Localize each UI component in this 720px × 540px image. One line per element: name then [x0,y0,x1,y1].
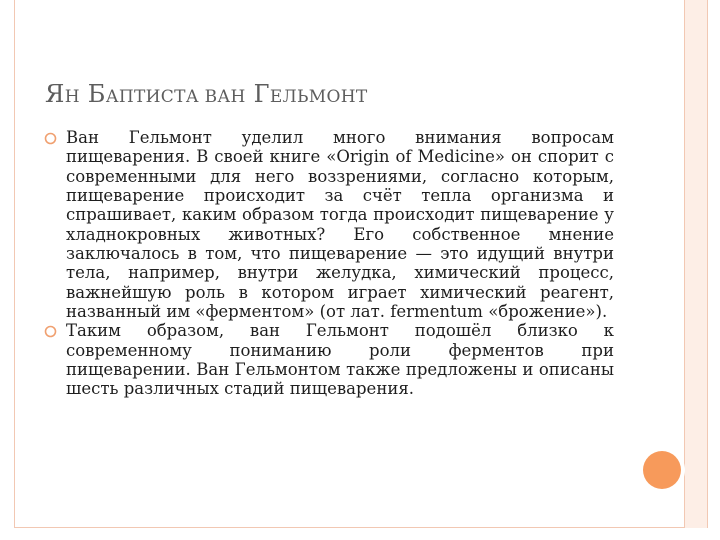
slide-title [45,80,368,108]
bullet-text: Ван Гельмонт уделил много внимания вопросам пищеварения. В своей книге «Origin of Medicine» он спорит с современными для него воззрениями, согласно которым, пищеварение происходит за счёт тепла организма и спрашивает, каким образом тогда происходит пищеварение у хладнокровных животных? Его собственное мнение заключалось в том, что пищеварение — это идущий внутри тела, например, внутри желудка, химический процесс, важнейшую роль в котором играет химический реагент, названный им «ферментом» (от лат. fermentum «брожение»). [66,128,614,322]
title-rest-2: АПТИСТА ВАН [105,87,246,107]
bullet-item [44,128,614,321]
bullet-ring-icon [44,128,66,148]
side-panel-decoration [684,0,708,528]
bullet-list [44,128,614,399]
title-cap-3: Г [253,80,270,108]
title-rest-1: Н [64,87,80,107]
frame-bottom-line [14,527,706,528]
accent-circle-icon [643,451,681,489]
bullet-ring-icon [44,321,66,341]
frame-left-line [14,0,15,528]
title-cap-1: Я [45,80,65,108]
bullet-text: Таким образом, ван Гельмонт подошёл близко к современному пониманию роли ферментов при пищеварении. Ван Гельмонтом также предложены и описаны шесть различных стадий пищеварения. [66,321,614,399]
title-rest-3: ЕЛЬМОНТ [269,87,368,107]
bullet-item [44,321,614,398]
title-cap-2: Б [87,80,106,108]
